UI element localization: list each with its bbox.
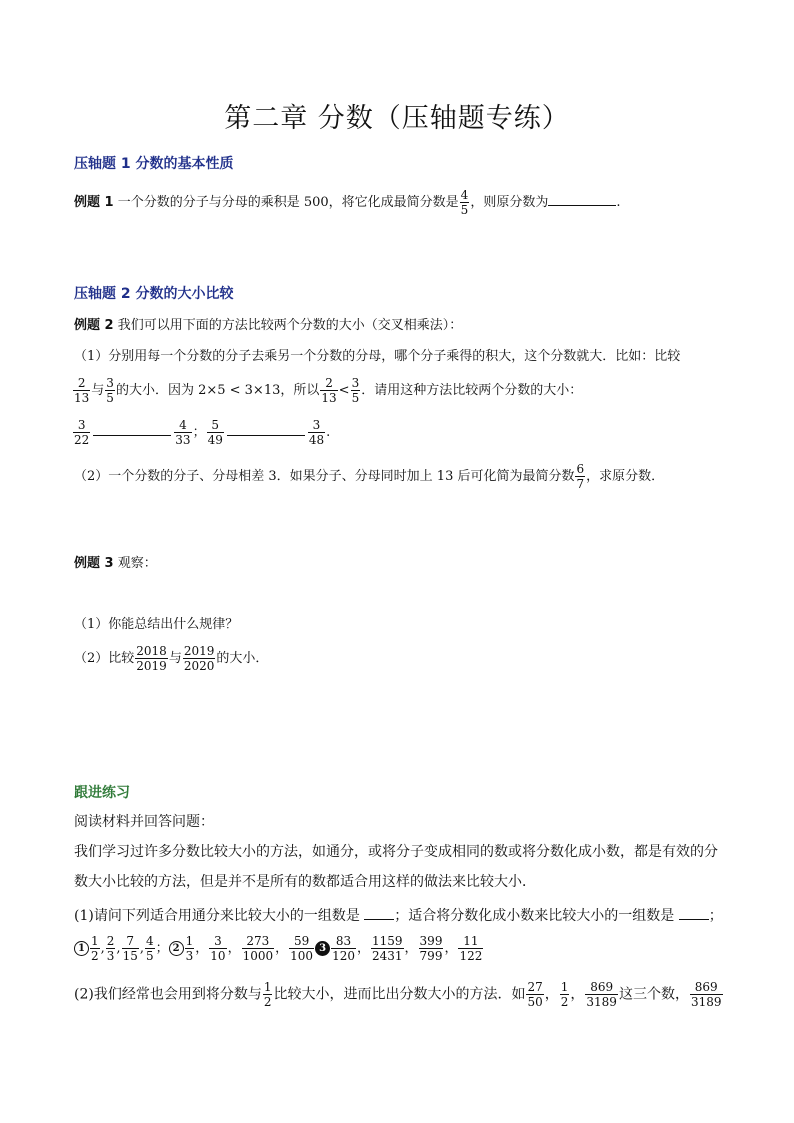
fraction: $\frac{273}{1000}$ xyxy=(242,934,274,963)
question-2-text-3: 这三个数， xyxy=(618,986,689,1003)
fraction: $\frac{869}{3189}$ xyxy=(690,980,722,1009)
circled-number-1: 1 xyxy=(74,941,89,956)
fraction: $\frac{4}{5}$ xyxy=(460,188,469,217)
practice-question-2: (2)我们经常也会用到将分数与 $\frac{1}{2}$ 比较大小，进而比出分数大小的方法．如 $\frac{27}{50}$ ， $\frac{1}{2}$ ， $\frac{869}{3189}$ 这三个数， $\frac{869}{3189}$ xyxy=(74,980,722,1009)
practice-intro: 阅读材料并回答问题： xyxy=(74,814,214,830)
instruction-text: ．请用这种方法比较两个分数的大小： xyxy=(361,383,583,398)
example-2-exercise-line xyxy=(72,418,330,447)
period: . xyxy=(326,425,331,440)
part-2-text: （2）一个分数的分子、分母相差 3．如果分子、分母同时加上 13 后可化简为最简分数 xyxy=(74,469,575,484)
example-1 xyxy=(74,188,620,217)
fraction: $\frac{1}{3}$ xyxy=(185,934,194,963)
fraction: $\frac{2}{13}$ xyxy=(321,376,337,405)
fraction: $\frac{4}{5}$ xyxy=(145,934,154,963)
practice-question-1 xyxy=(74,906,723,926)
answer-blank[interactable] xyxy=(548,205,616,206)
fraction: $\frac{3}{48}$ xyxy=(308,418,325,447)
circled-number-3: 3 xyxy=(315,941,330,956)
fraction: $\frac{3}{22}$ xyxy=(74,418,90,447)
question-1-text: (1)请问下列适合用通分来比较大小的一组数是 xyxy=(74,908,360,924)
example-1-label: 例题 1 xyxy=(74,195,114,210)
practice-paragraph-line-2: 数大小比较的方法，但是并不是所有的数都适合用这样的做法来比较大小． xyxy=(74,874,536,890)
fraction: $\frac{3}{5}$ xyxy=(106,376,114,405)
fraction: $\frac{1}{2}$ xyxy=(263,980,272,1009)
fraction: $\frac{2019}{2020}$ xyxy=(183,644,215,673)
answer-blank[interactable] xyxy=(364,919,394,920)
comparison-text: 的大小．因为 2×5 < 3×13，所以 xyxy=(115,383,320,398)
example-2 xyxy=(74,316,462,336)
fraction: $\frac{2}{3}$ xyxy=(106,934,115,963)
fraction: $\frac{1}{2}$ xyxy=(91,934,99,963)
example-1-after: ，则原分数为 xyxy=(470,195,549,210)
fraction: $\frac{4}{33}$ xyxy=(175,418,191,447)
connector-text: 与 xyxy=(168,651,182,666)
connector-text: 与 xyxy=(91,383,105,398)
example-2-part-1: （1）分别用每一个分数的分子去乘另一个分数的分母，哪个分子乘得的积大，这个分数就大．比如：比较 xyxy=(74,349,681,364)
fraction: $\frac{83}{120}$ xyxy=(332,934,355,963)
fraction: $\frac{11}{122}$ xyxy=(459,934,483,963)
example-2-label: 例题 2 xyxy=(74,318,114,333)
separator: ； xyxy=(708,908,723,924)
fraction: $\frac{399}{799}$ xyxy=(419,934,443,963)
question-2-end: 的大小． xyxy=(216,651,269,666)
question-1-text-2: ；适合将分数化成小数来比较大小的一组数是 xyxy=(394,908,675,924)
example-2-comparison-line xyxy=(72,376,582,405)
fraction: $\frac{2}{13}$ xyxy=(74,376,90,405)
fraction: $\frac{6}{7}$ xyxy=(576,462,585,491)
fraction: $\frac{59}{100}$ xyxy=(290,934,314,963)
example-3-question-2 xyxy=(74,644,268,673)
less-than-sign: < xyxy=(338,383,350,398)
example-1-end: . xyxy=(616,195,621,210)
section-heading-1: 压轴题 1 分数的基本性质 xyxy=(74,156,234,172)
example-2-part-2 xyxy=(74,462,664,491)
fraction: $\frac{27}{50}$ xyxy=(527,980,543,1009)
separator: ； xyxy=(155,941,169,956)
part-2-question: ，求原分数． xyxy=(586,469,665,484)
section-heading-2: 压轴题 2 分数的大小比较 xyxy=(74,286,234,302)
practice-paragraph-line-1: 我们学习过许多分数比较大小的方法，如通分，或将分子变成相同的数或将分数化成小数，都是有效的分 xyxy=(74,844,718,860)
example-3-text: 观察： xyxy=(117,556,157,571)
question-2-text: （2）比较 xyxy=(74,651,135,666)
fraction: $\frac{1}{2}$ xyxy=(560,980,569,1009)
practice-number-groups: 1 $\frac{1}{2}$ , $\frac{2}{3}$ , $\frac{7}{15}$ , $\frac{4}{5}$ ； 2 $\frac{1}{3}$ ， $\frac{3}{10}$ ， $\frac{273}{1000}$ ， $\frac{59}{100}$ 3 $\frac{83}{120}$ ， $\frac{1159}{2431}$ ， $\frac{399}{799}$ ， $\frac{11}{122}$ xyxy=(74,934,484,963)
fraction: $\frac{2018}{2019}$ xyxy=(136,644,167,673)
section-heading-practice: 跟进练习 xyxy=(74,785,130,801)
answer-blank[interactable] xyxy=(93,435,171,436)
example-3 xyxy=(74,554,157,574)
separator: ； xyxy=(192,425,206,440)
question-2-text: (2)我们经常也会用到将分数与 xyxy=(74,986,262,1003)
fraction: $\frac{3}{5}$ xyxy=(351,376,360,405)
example-3-question-1: （1）你能总结出什么规律？ xyxy=(74,617,239,632)
fraction: $\frac{5}{49}$ xyxy=(207,418,223,447)
fraction: $\frac{869}{3189}$ xyxy=(586,980,617,1009)
example-1-text: 一个分数的分子与分母的乘积是 500，将它化成最简分数是 xyxy=(117,195,459,210)
circled-number-2: 2 xyxy=(169,941,184,956)
question-2-text-2: 比较大小，进而比出分数大小的方法．如 xyxy=(273,986,526,1003)
page-title: 第二章 分数（压轴题专练） xyxy=(224,103,570,134)
answer-blank[interactable] xyxy=(679,919,709,920)
example-3-label: 例题 3 xyxy=(74,556,114,571)
fraction: $\frac{3}{10}$ xyxy=(210,934,226,963)
fraction: $\frac{7}{15}$ xyxy=(122,934,138,963)
example-2-text: 我们可以用下面的方法比较两个分数的大小（交叉相乘法）： xyxy=(117,318,463,333)
answer-blank[interactable] xyxy=(227,435,305,436)
fraction: $\frac{1159}{2431}$ xyxy=(371,934,403,963)
